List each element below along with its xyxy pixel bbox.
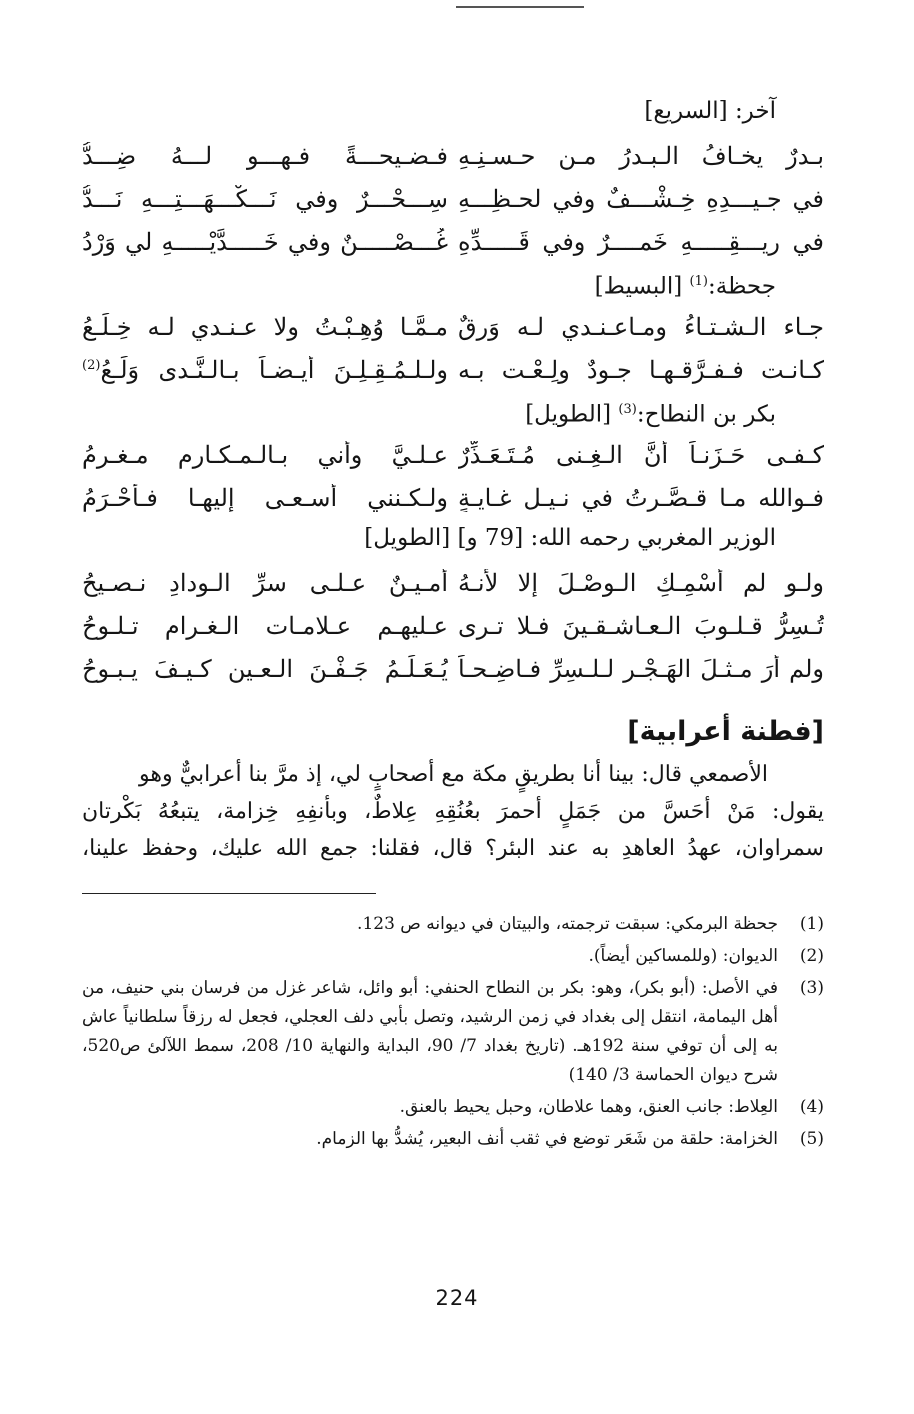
hemistich-first: ولم أرَ مـثـلَ الهَـجْـرِ لـلـسِرِّ فـاضِـحـاً [458, 654, 824, 683]
footnote-number: (5) [799, 1129, 824, 1149]
footnote [82, 1093, 824, 1122]
footnote-text: في الأصل: (أبو بكر)، وهو: بكر بن النطاح الحنفي: أبو وائل، شاعر غزل من فرسان بني حنيف، من أهل اليمامة، انتقل إلى بغداد في زمن الرشيد، وتصل بأبي دلف العجلي، فجعل له رزقاً سلطانياً عاش به إلى أن توفي سنة 192هـ. (تاريخ بغداد 7/ 90، البداية والنهاية 10/ 208، سمط اللآلئ ص520، شرح ديوان الحماسة 3/ 140) [82, 978, 779, 1085]
paragraph-line: سمراوان، عهدُ العاهدِ به عند البئر؟ قال، فقلنا: جمع الله عليك، وحفظ علينا، [82, 836, 824, 861]
hemistich-second: يُـعَـلِّـمُ جَـفْـنَ الـعـينِ كـيـفَ يـبـوحُ [82, 654, 448, 683]
hemistich-first: في جـيـــدِهِ خِـشْـــفٌ وفي لحـظِـــهِ [458, 184, 824, 213]
hemistich-second: غُـــصْـــــنٌ وفي خَـــــدَّيْـــــهِ لي وَرْدُ [82, 227, 448, 256]
footnote [82, 1125, 824, 1154]
hemistich-second: عـليهـم عـلامـات الـغـرام تـلـوحُ [82, 611, 448, 640]
footnote [82, 942, 824, 971]
poet-line [82, 263, 824, 305]
hemistich-second: سِـــحْـــرٌ وفي نَـــكْـــهَـــتِـــهِ نَـــدُّ [82, 184, 448, 213]
poet-name: بكر بن النطاح: [636, 401, 776, 428]
meter: [الطويل] [525, 401, 612, 428]
verse [82, 561, 824, 604]
footnote-text: الخزامة: حلقة من شَعَر توضع في ثقب أنف البعير، يُشدُّ بها الزمام. [316, 1129, 778, 1149]
footnote-number: (2) [799, 946, 824, 966]
footnote-text: جحظة البرمكي: سبقت ترجمته، والبيتان في ديوانه ص 123. [357, 914, 778, 934]
hemistich-first: بـدرٌ يخـافُ الـبـدرُ مـن حـسـنِـهِ [458, 141, 824, 170]
hemistich-first: تُـسِرُّ قـلـوبَ الـعـاشـقـينَ فـلا تـرى [458, 611, 824, 640]
footnote-text: العِلاط: جانب العنق، وهما علاطان، وحبل يحيط بالعنق. [399, 1097, 778, 1117]
paragraph-line: يقول: مَنْ أحَسَّ من جَمَلٍ أحمرَ بعُنُقِهِ عِلاطٌ، وبأنفِهِ خِزامة، يتبعُهُ بَكْرتان [82, 799, 824, 824]
hemistich-first: جـاء الـشـتـاءُ ومـاعـنـدي لـه وَرقٌ [458, 312, 824, 341]
poet-line [82, 391, 824, 433]
verse [82, 177, 824, 220]
footnote-text: الديوان: (وللمساكين أيضاً). [588, 946, 778, 966]
footnote-number: (3) [799, 978, 824, 998]
page-number: 224 [435, 1286, 479, 1310]
page-body [82, 92, 824, 1157]
footnote-separator [82, 893, 376, 894]
hemistich-first: كـانـت فـفـرَّقـهـا جـودٌ ولِـعْـت بـه [458, 355, 824, 384]
verse [82, 220, 824, 263]
meter: [79 و] [الطويل] [364, 525, 524, 551]
poet-name: جحظة: [707, 273, 776, 300]
hemistich-second: مـمَّـا وُهِـبْـتُ ولا عـنـدي لـه خِـلَـعُ [82, 312, 448, 341]
section-heading: [فطنة أعرابية] [627, 716, 824, 747]
hemistich-text: ولـلـمُـقِـلِـنَ أيـضـاً بـالـنَّـدى وَلَـعُ [100, 355, 448, 384]
footnote-ref: (3) [618, 402, 637, 417]
footnote-ref: (1) [689, 274, 708, 289]
verse [82, 647, 824, 690]
verse [82, 433, 824, 476]
verse [82, 134, 824, 177]
hemistich-second [82, 356, 448, 384]
verse [82, 476, 824, 519]
verse [82, 305, 824, 348]
hemistich-second: عـلـيَّ وأني بـالـمـكـارم مـغـرمُ [82, 440, 448, 469]
hemistich-first: ولـو لم أُسْمِـكِ الـوصْـلَ إلا لأنـهُ [458, 568, 824, 597]
meter: [البسيط] [594, 273, 683, 300]
paragraph-line: الأصمعي قال: بينا أنا بطريقٍ مكة مع أصحابٍ لي، إذ مرَّ بنا أعرابيٌّ وهو [139, 762, 768, 787]
poet-name: الوزير المغربي رحمه الله: [530, 525, 776, 551]
poet-name: آخر: [734, 98, 776, 124]
hemistich-second: أمـيـنٌ عـلـى سرِّ الـودادِ نـصـيحُ [82, 568, 448, 597]
footnote [82, 910, 824, 939]
hemistich-first: فـوالله مـا قـصَّـرتُ في نـيـلِ غـايـةٍ [458, 483, 824, 512]
hemistich-second: فـضـيحـــةً فـهـــو لـــهُ ضِـــدُّ [82, 141, 448, 170]
hemistich-first: في ريـــقِـــــهِ خَمــــرٌ وفي قَـــــدِّهِ [458, 227, 824, 256]
poet-line [82, 92, 824, 134]
top-rule [456, 6, 584, 8]
verse [82, 348, 824, 391]
meter: [السريع] [644, 98, 728, 124]
verse [82, 604, 824, 647]
footnote-number: (1) [799, 914, 824, 934]
footnote-ref: (2) [82, 357, 101, 373]
footnote-number: (4) [799, 1097, 824, 1117]
hemistich-second: ولـكـنني أسـعـى إليهـا فـأحْـرَمُ [82, 483, 448, 512]
footnote [82, 974, 824, 1090]
hemistich-first: كـفـى حَـزَنـاً أنَّ الـغِـنى مُـتَـعَـذِّرٌ [458, 440, 824, 469]
poet-line [82, 519, 824, 561]
